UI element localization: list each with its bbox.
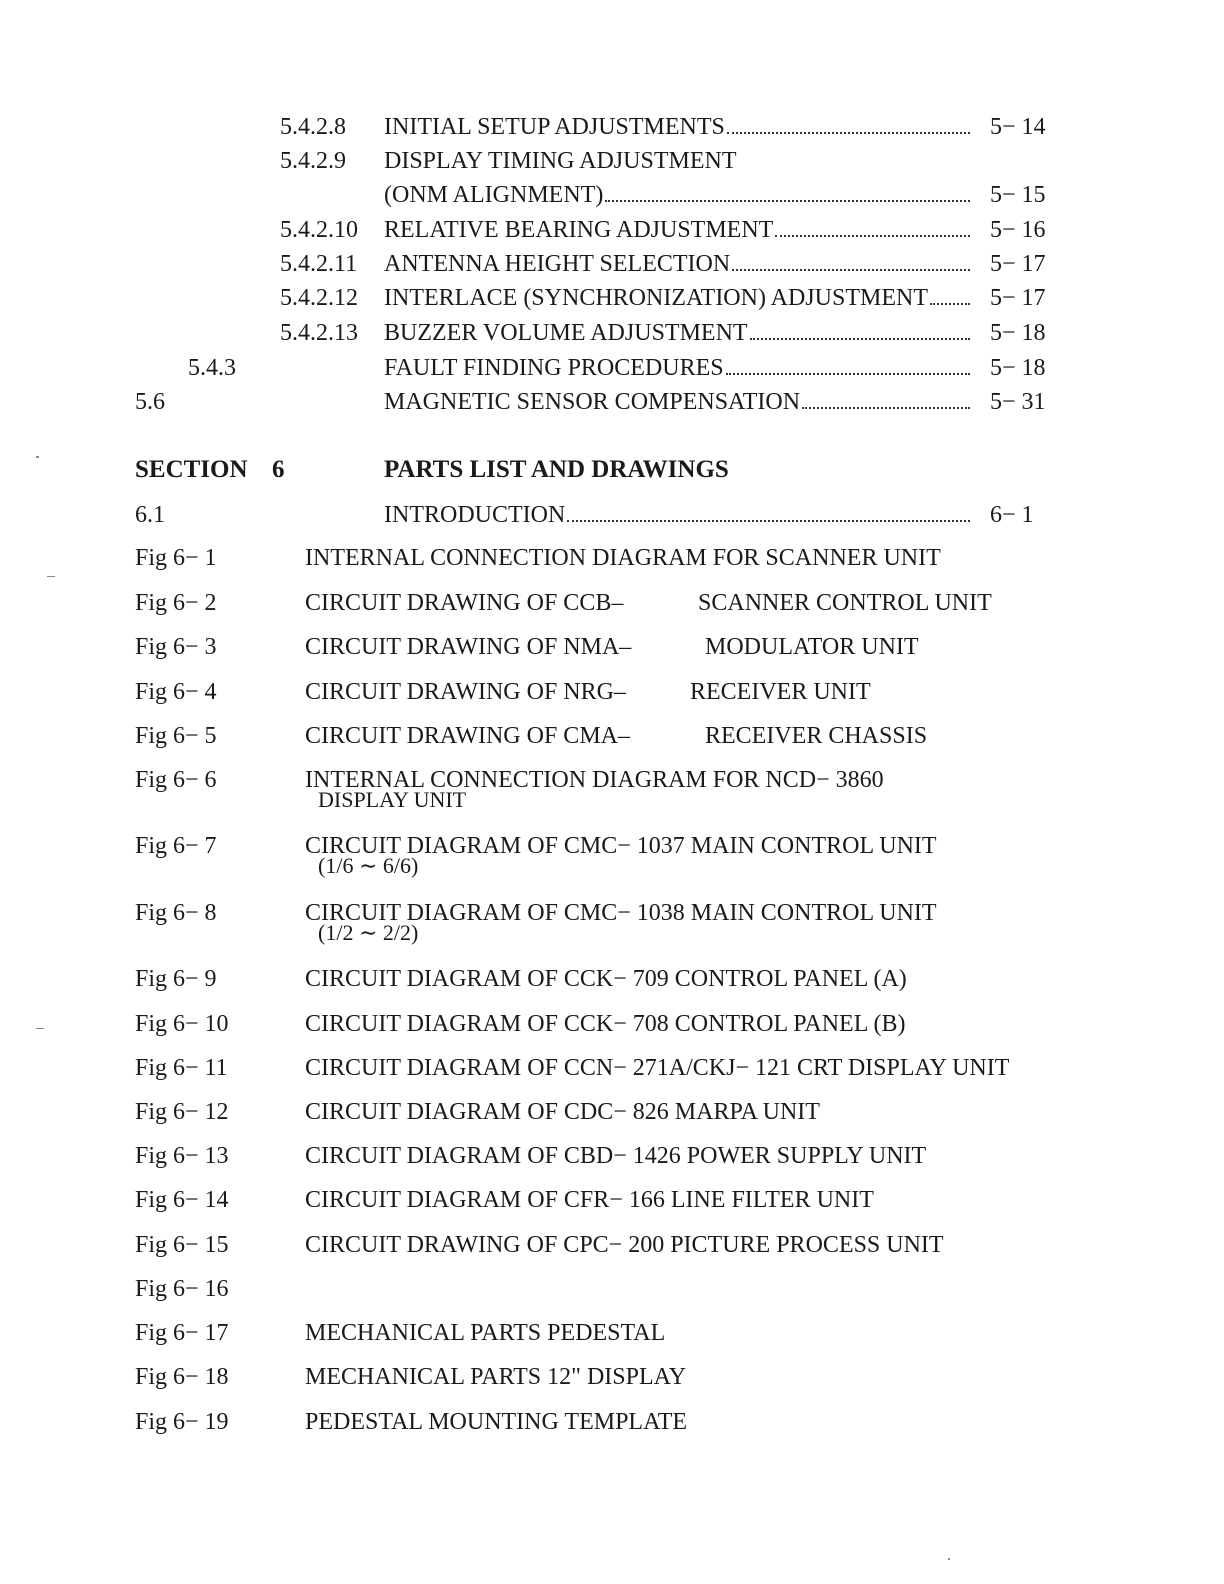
figure-entry bbox=[0, 1185, 1224, 1215]
figure-entry bbox=[0, 1053, 1224, 1083]
figure-label: Fig 6− 16 bbox=[135, 1276, 229, 1302]
figure-entry bbox=[0, 632, 1224, 662]
figure-label: Fig 6− 4 bbox=[135, 679, 217, 705]
toc-entry bbox=[0, 500, 1224, 530]
figure-title: CIRCUIT DRAWING OF CPC− 200 PICTURE PROCESS UNIT bbox=[305, 1232, 944, 1258]
leader-dots bbox=[726, 373, 970, 375]
figure-entry bbox=[0, 1230, 1224, 1260]
entry-number: 5.4.2.8 bbox=[280, 114, 346, 140]
leader-dots bbox=[802, 407, 970, 409]
figure-label: Fig 6− 19 bbox=[135, 1409, 229, 1435]
figure-subtitle: (1/2 ∼ 2/2) bbox=[318, 920, 419, 945]
entry-number: 6.1 bbox=[135, 502, 165, 528]
figure-title: CIRCUIT DIAGRAM OF CDC− 826 MARPA UNIT bbox=[305, 1099, 820, 1125]
figure-entry bbox=[0, 964, 1224, 994]
entry-page: 5− 15 bbox=[990, 182, 1046, 208]
figure-label: Fig 6− 9 bbox=[135, 966, 217, 992]
entry-number: 5.6 bbox=[135, 389, 165, 415]
figure-title: CIRCUIT DIAGRAM OF CBD− 1426 POWER SUPPLY UNIT bbox=[305, 1143, 927, 1169]
toc-entry bbox=[0, 180, 1224, 210]
entry-number: 5.4.2.10 bbox=[280, 217, 358, 243]
figure-entry bbox=[0, 1141, 1224, 1171]
leader-dots bbox=[567, 520, 970, 522]
entry-title: (ONM ALIGNMENT) bbox=[384, 180, 974, 210]
toc-entry bbox=[0, 215, 1224, 245]
figure-label: Fig 6− 14 bbox=[135, 1187, 229, 1213]
entry-number: 5.4.2.13 bbox=[280, 320, 358, 346]
leader-dots bbox=[727, 132, 970, 134]
entry-page: 6− 1 bbox=[990, 502, 1034, 528]
figure-label: Fig 6− 11 bbox=[135, 1055, 228, 1081]
figure-entry bbox=[0, 1097, 1224, 1127]
figure-title: CIRCUIT DRAWING OF CCB– bbox=[305, 590, 624, 616]
figure-label: Fig 6− 1 bbox=[135, 545, 217, 571]
figure-label: Fig 6− 13 bbox=[135, 1143, 229, 1169]
toc-entry bbox=[0, 146, 1224, 176]
entry-number: 5.4.2.9 bbox=[280, 148, 346, 174]
section-title: PARTS LIST AND DRAWINGS bbox=[384, 456, 729, 483]
scan-speck bbox=[36, 456, 39, 458]
figure-title: PEDESTAL MOUNTING TEMPLATE bbox=[305, 1409, 688, 1435]
section-label: SECTION bbox=[135, 456, 248, 483]
entry-title: DISPLAY TIMING ADJUSTMENT bbox=[384, 148, 737, 174]
entry-title: FAULT FINDING PROCEDURES bbox=[384, 353, 974, 383]
figure-entry bbox=[0, 1407, 1224, 1437]
figure-entry bbox=[0, 1318, 1224, 1348]
entry-page: 5− 18 bbox=[990, 355, 1046, 381]
entry-title: RELATIVE BEARING ADJUSTMENT bbox=[384, 215, 974, 245]
figure-entry bbox=[0, 765, 1224, 815]
entry-title: BUZZER VOLUME ADJUSTMENT bbox=[384, 318, 974, 348]
entry-title: INTERLACE (SYNCHRONIZATION) ADJUSTMENT bbox=[384, 283, 974, 313]
figure-title: CIRCUIT DIAGRAM OF CCK− 708 CONTROL PANEL (B) bbox=[305, 1011, 906, 1037]
figure-entry bbox=[0, 831, 1224, 881]
figure-title: CIRCUIT DIAGRAM OF CCN− 271A/CKJ− 121 CRT DISPLAY UNIT bbox=[305, 1055, 1010, 1081]
entry-title: MAGNETIC SENSOR COMPENSATION bbox=[384, 387, 974, 417]
figure-entry bbox=[0, 721, 1224, 751]
entry-title: INTRODUCTION bbox=[384, 500, 974, 530]
leader-dots bbox=[605, 200, 970, 202]
figure-title: CIRCUIT DIAGRAM OF CFR− 166 LINE FILTER UNIT bbox=[305, 1187, 874, 1213]
leader-dots bbox=[732, 269, 970, 271]
figure-label: Fig 6− 10 bbox=[135, 1011, 229, 1037]
figure-unit: RECEIVER UNIT bbox=[690, 679, 871, 705]
figure-label: Fig 6− 2 bbox=[135, 590, 217, 616]
scan-speck bbox=[948, 1558, 950, 1560]
entry-page: 5− 18 bbox=[990, 320, 1046, 346]
entry-number: 5.4.3 bbox=[188, 355, 236, 381]
figure-title: CIRCUIT DIAGRAM OF CMC− 1037 MAIN CONTROL UNIT bbox=[305, 833, 937, 859]
toc-entry bbox=[0, 283, 1224, 313]
figure-title: MECHANICAL PARTS 12" DISPLAY bbox=[305, 1364, 687, 1390]
toc-entry bbox=[0, 353, 1224, 383]
figure-subtitle: DISPLAY UNIT bbox=[318, 787, 467, 812]
leader-dots bbox=[930, 303, 970, 305]
entry-page: 5− 17 bbox=[990, 285, 1046, 311]
leader-dots bbox=[750, 338, 970, 340]
entry-page: 5− 16 bbox=[990, 217, 1046, 243]
figure-entry bbox=[0, 1362, 1224, 1392]
figure-entry bbox=[0, 543, 1224, 573]
figure-label: Fig 6− 15 bbox=[135, 1232, 229, 1258]
figure-unit: RECEIVER CHASSIS bbox=[705, 723, 928, 749]
figure-label: Fig 6− 12 bbox=[135, 1099, 229, 1125]
entry-page: 5− 17 bbox=[990, 251, 1046, 277]
leader-dots bbox=[775, 235, 970, 237]
figure-unit: SCANNER CONTROL UNIT bbox=[698, 590, 992, 616]
entry-title: INITIAL SETUP ADJUSTMENTS bbox=[384, 112, 974, 142]
scan-speck bbox=[36, 1028, 44, 1029]
figure-unit: MODULATOR UNIT bbox=[705, 634, 919, 660]
entry-page: 5− 14 bbox=[990, 114, 1046, 140]
figure-entry bbox=[0, 677, 1224, 707]
toc-entry bbox=[0, 387, 1224, 417]
figure-label: Fig 6− 8 bbox=[135, 900, 217, 926]
figure-entry bbox=[0, 898, 1224, 948]
figure-subtitle: (1/6 ∼ 6/6) bbox=[318, 853, 419, 878]
figure-title: INTERNAL CONNECTION DIAGRAM FOR NCD− 3860 bbox=[305, 767, 884, 793]
figure-entry bbox=[0, 588, 1224, 618]
section-heading bbox=[0, 455, 1224, 485]
entry-number: 5.4.2.12 bbox=[280, 285, 358, 311]
entry-page: 5− 31 bbox=[990, 389, 1046, 415]
figure-title: CIRCUIT DIAGRAM OF CCK− 709 CONTROL PANEL (A) bbox=[305, 966, 907, 992]
figure-title: CIRCUIT DRAWING OF NRG– bbox=[305, 679, 626, 705]
toc-entry bbox=[0, 318, 1224, 348]
figure-label: Fig 6− 3 bbox=[135, 634, 217, 660]
entry-title: ANTENNA HEIGHT SELECTION bbox=[384, 249, 974, 279]
figure-title: MECHANICAL PARTS PEDESTAL bbox=[305, 1320, 666, 1346]
figure-label: Fig 6− 18 bbox=[135, 1364, 229, 1390]
figure-title: CIRCUIT DRAWING OF CMA– bbox=[305, 723, 630, 749]
figure-title: CIRCUIT DIAGRAM OF CMC− 1038 MAIN CONTROL UNIT bbox=[305, 900, 937, 926]
figure-entry bbox=[0, 1009, 1224, 1039]
figure-title: CIRCUIT DRAWING OF NMA– bbox=[305, 634, 632, 660]
figure-label: Fig 6− 6 bbox=[135, 767, 217, 793]
section-number: 6 bbox=[272, 456, 285, 483]
toc-entry bbox=[0, 112, 1224, 142]
figure-entry bbox=[0, 1274, 1224, 1304]
figure-label: Fig 6− 5 bbox=[135, 723, 217, 749]
toc-entry bbox=[0, 249, 1224, 279]
figure-label: Fig 6− 7 bbox=[135, 833, 217, 859]
figure-title: INTERNAL CONNECTION DIAGRAM FOR SCANNER UNIT bbox=[305, 545, 941, 571]
scan-speck bbox=[47, 576, 55, 577]
entry-number: 5.4.2.11 bbox=[280, 251, 358, 277]
figure-label: Fig 6− 17 bbox=[135, 1320, 229, 1346]
